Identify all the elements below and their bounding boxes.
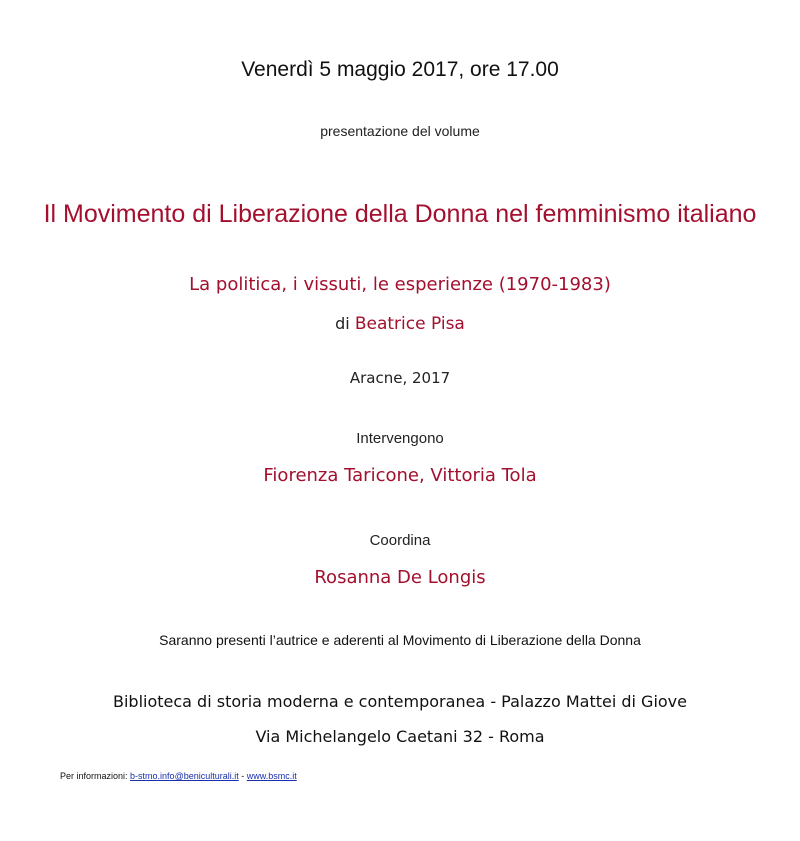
publisher: Aracne, 2017 [349,369,451,387]
email-link[interactable]: b-stmo.info@beniculturali.it [130,771,239,781]
author-line [0,314,800,334]
venue-address: Via Michelangelo Caetani 32 - Roma [255,727,545,746]
attendance-note: Saranno presenti l’autrice e aderenti al Movimento di Liberazione della Donna [159,632,641,648]
coordinator-name: Rosanna De Longis [314,567,486,588]
speakers-names: Fiorenza Taricone, Vittoria Tola [263,465,537,486]
speakers-label: Intervengono [356,430,444,447]
website-link[interactable]: www.bsmc.it [246,771,297,781]
event-date: Venerdì 5 maggio 2017, ore 17.00 [241,58,559,81]
author-prefix: di [335,314,350,333]
author-name: Beatrice Pisa [354,314,465,334]
coordinator-label: Coordina [369,532,431,549]
contact-info [60,771,297,781]
book-title: Il Movimento di Liberazione della Donna nel femminismo italiano [43,200,757,228]
venue-library: Biblioteca di storia moderna e contemporanea - Palazzo Mattei di Giove [112,692,687,711]
info-separator: - [241,771,245,781]
book-subtitle: La politica, i vissuti, le esperienze (1970-1983) [189,274,611,295]
presentation-intro: presentazione del volume [320,123,480,139]
info-label: Per informazioni: [60,771,128,781]
